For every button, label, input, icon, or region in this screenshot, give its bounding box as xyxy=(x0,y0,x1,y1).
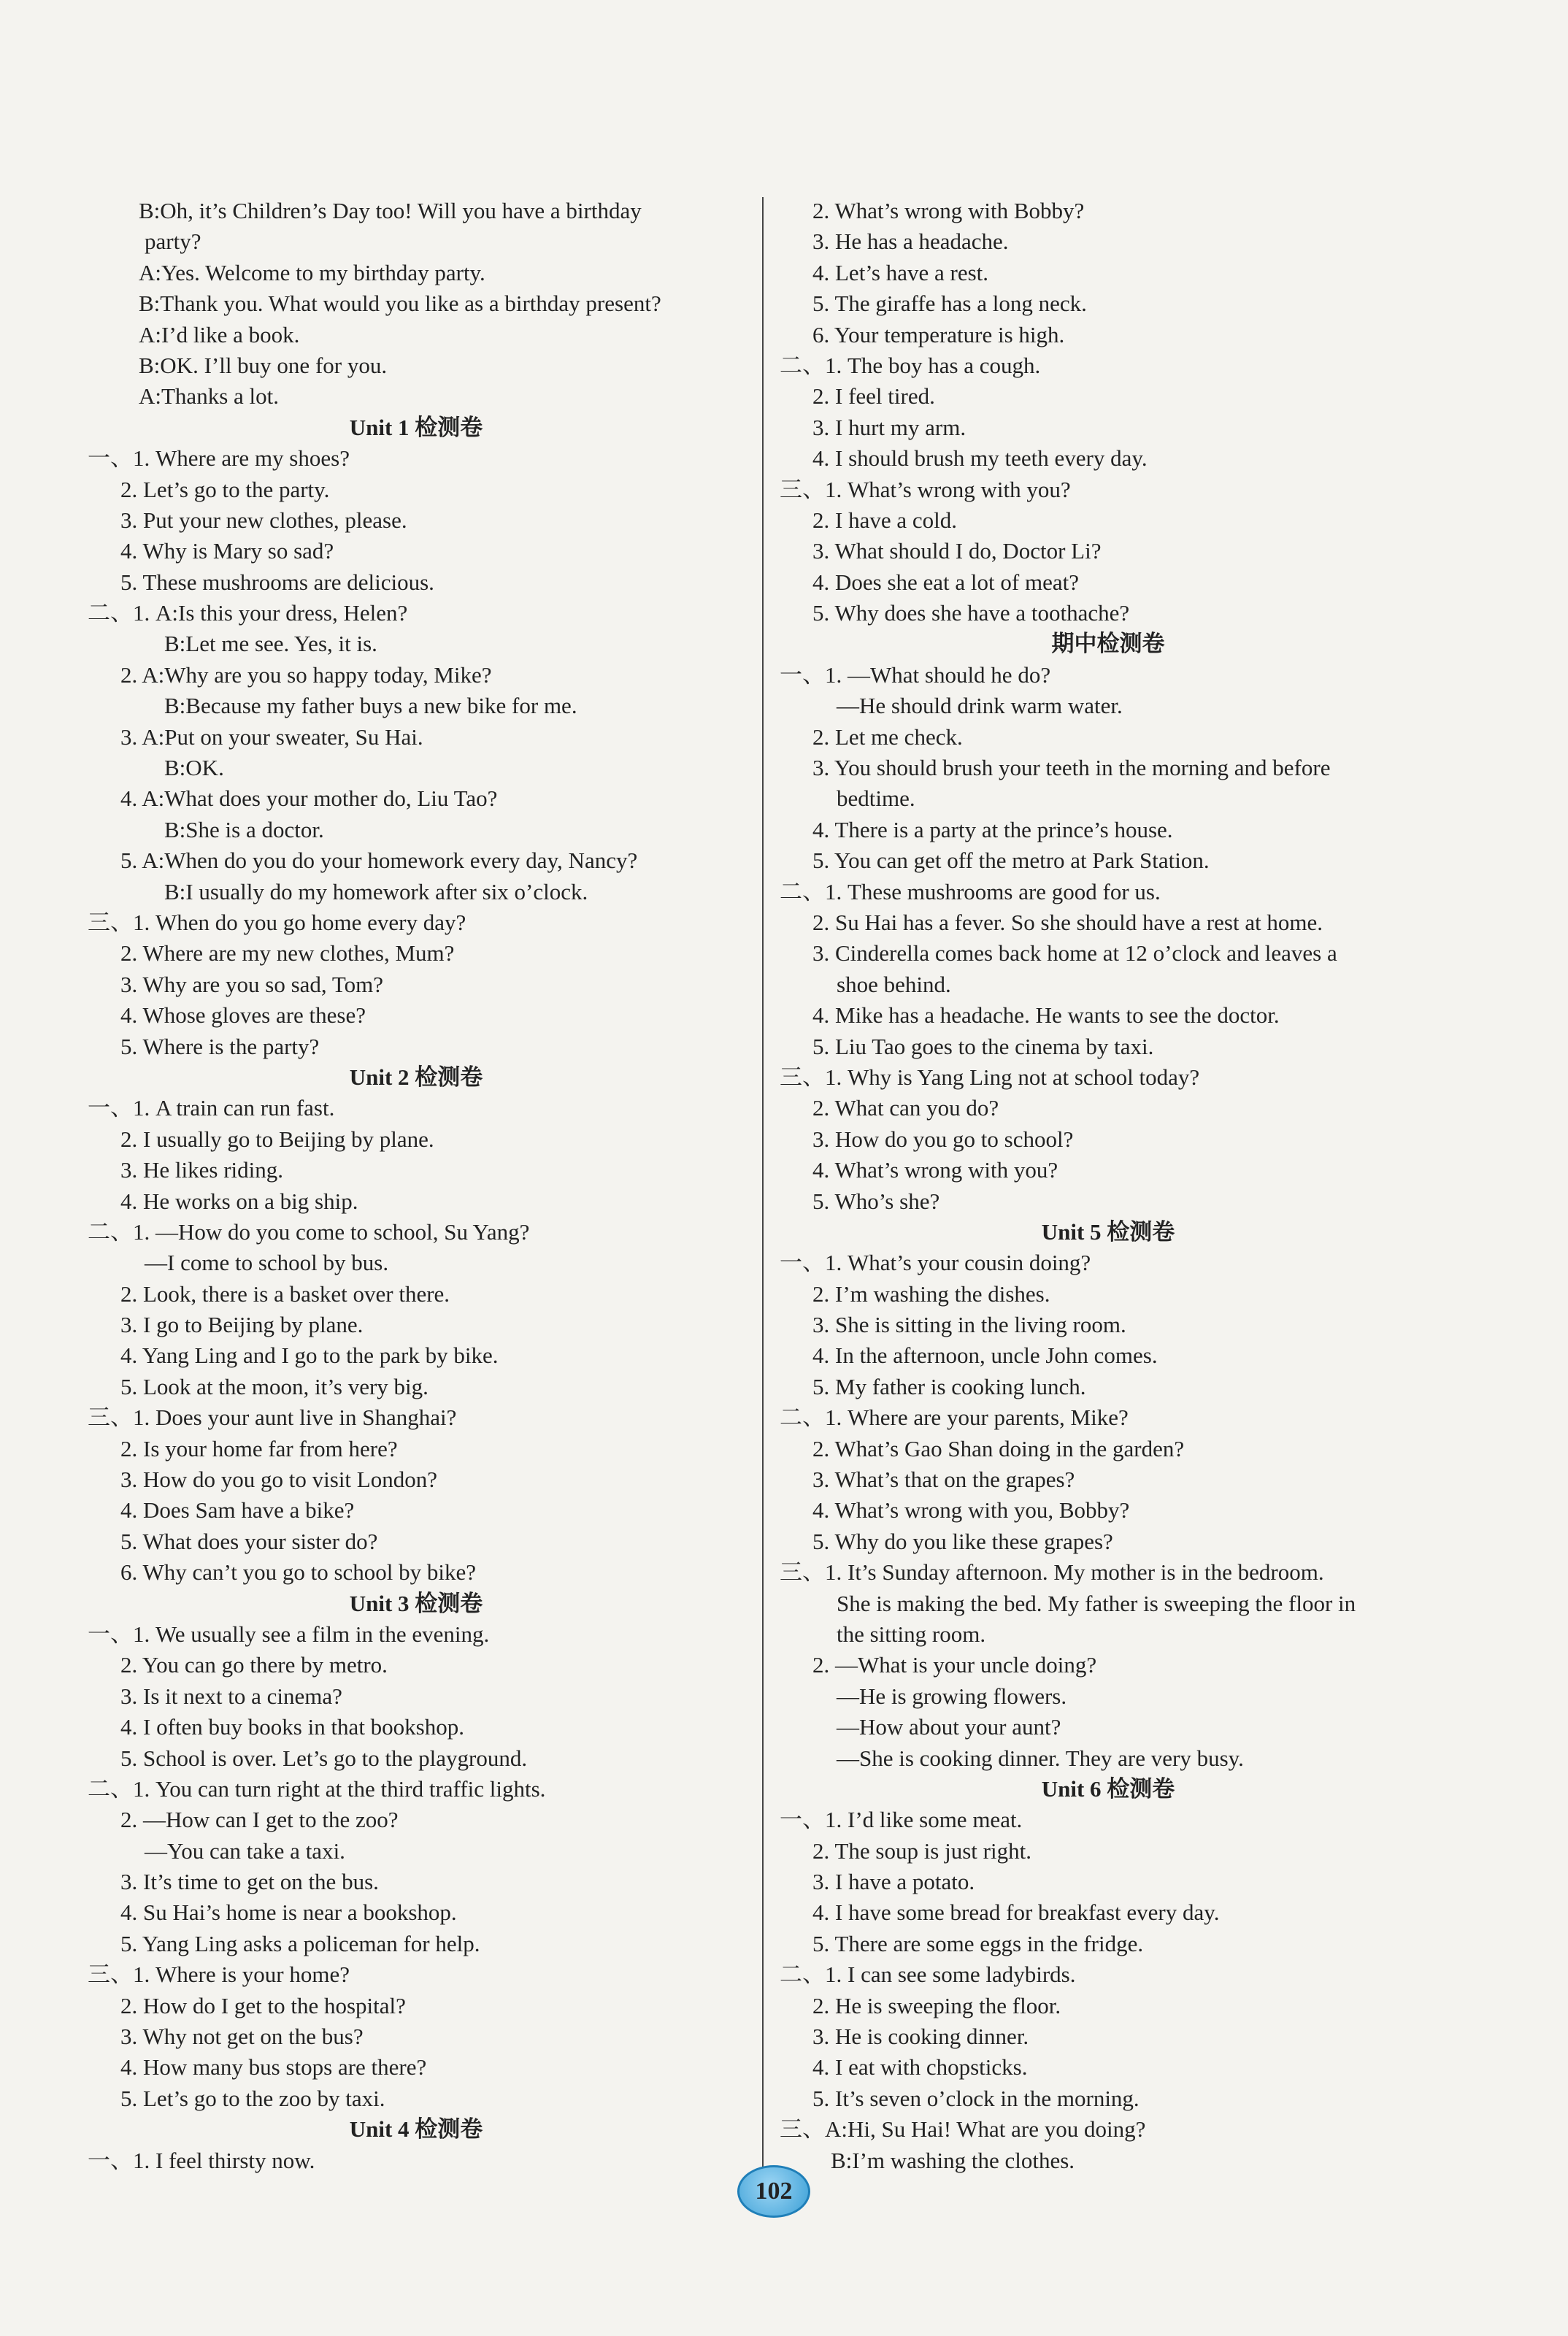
answer-line: 3. Why are you so sad, Tom? xyxy=(120,971,384,997)
answer-line: 5. Where is the party? xyxy=(120,1033,320,1059)
answer-line: 3. How do you go to school? xyxy=(812,1126,1074,1152)
answer-line: 4. He works on a big ship. xyxy=(120,1188,358,1214)
answer-line: 4. Does she eat a lot of meat? xyxy=(812,569,1079,595)
answer-line: 5. Yang Ling asks a policeman for help. xyxy=(120,1930,480,1956)
right-column xyxy=(780,196,1437,2176)
answer-line: 2. Let’s go to the party. xyxy=(120,476,330,502)
answer-line: 4. I often buy books in that bookshop. xyxy=(120,1714,464,1740)
answer-line: 一、1. I’d like some meat. xyxy=(780,1807,1023,1833)
answer-line: B:OK. xyxy=(164,755,224,781)
answer-line: 三、1. It’s Sunday afternoon. My mother is in the bedroom. xyxy=(780,1559,1324,1586)
section-heading: Unit 4 检测卷 xyxy=(349,2116,483,2143)
answer-line: —She is cooking dinner. They are very busy. xyxy=(837,1745,1244,1771)
answer-line: 5. Let’s go to the zoo by taxi. xyxy=(120,2085,385,2111)
answer-line: 4. How many bus stops are there? xyxy=(120,2054,427,2080)
answer-line: 6. Your temperature is high. xyxy=(812,321,1065,347)
answer-line: the sitting room. xyxy=(837,1621,986,1647)
answer-line: 3. How do you go to visit London? xyxy=(120,1467,437,1493)
section-heading: Unit 2 检测卷 xyxy=(349,1064,483,1090)
answer-line: 3. He is cooking dinner. xyxy=(812,2024,1029,2050)
answer-line: 4. What’s wrong with you? xyxy=(812,1157,1058,1183)
answer-line: —How about your aunt? xyxy=(837,1714,1061,1740)
answer-line: 3. He likes riding. xyxy=(120,1157,283,1183)
answer-line: 5. You can get off the metro at Park Station. xyxy=(812,848,1210,874)
answer-line: 5. The giraffe has a long neck. xyxy=(812,291,1087,317)
answer-line: 三、1. Where is your home? xyxy=(88,1962,350,1988)
answer-line: 3. He has a headache. xyxy=(812,228,1009,255)
answer-line: 三、1. Why is Yang Ling not at school today? xyxy=(780,1064,1200,1090)
section-heading: Unit 5 检测卷 xyxy=(1041,1218,1175,1245)
answer-line: party? xyxy=(145,228,201,255)
answer-line: 2. Let me check. xyxy=(812,723,963,750)
answer-line: 三、A:Hi, Su Hai! What are you doing? xyxy=(780,2116,1146,2143)
answer-line: 2. A:Why are you so happy today, Mike? xyxy=(120,661,492,688)
answer-line: 二、1. Where are your parents, Mike? xyxy=(780,1405,1129,1431)
answer-line: B:I’m washing the clothes. xyxy=(831,2147,1075,2173)
answer-line: 3. I hurt my arm. xyxy=(812,414,966,440)
answer-line: B:I usually do my homework after six o’clock. xyxy=(164,878,588,904)
answer-line: 2. Su Hai has a fever. So she should have a rest at home. xyxy=(812,909,1323,935)
answer-line: 2. How do I get to the hospital? xyxy=(120,1992,406,2018)
answer-line: 2. What can you do? xyxy=(812,1095,999,1121)
answer-line: B:OK. I’ll buy one for you. xyxy=(139,352,388,378)
answer-line: 2. —What is your uncle doing? xyxy=(812,1652,1097,1678)
answer-line: 2. I’m washing the dishes. xyxy=(812,1280,1050,1307)
answer-line: 3. Put your new clothes, please. xyxy=(120,507,407,533)
answer-line: 3. Is it next to a cinema? xyxy=(120,1683,342,1709)
answer-line: B:Let me see. Yes, it is. xyxy=(164,631,377,657)
answer-line: —You can take a taxi. xyxy=(145,1837,345,1864)
answer-line: 2. I feel tired. xyxy=(812,383,935,410)
answer-line: 2. Where are my new clothes, Mum? xyxy=(120,940,455,967)
answer-line: 3. I go to Beijing by plane. xyxy=(120,1312,364,1338)
answer-line: 2. I usually go to Beijing by plane. xyxy=(120,1126,434,1152)
column-divider xyxy=(762,197,764,2175)
answer-line: 二、1. I can see some ladybirds. xyxy=(780,1962,1076,1988)
answer-line: 一、1. Where are my shoes? xyxy=(88,445,350,472)
answer-line: 2. Is your home far from here? xyxy=(120,1435,398,1461)
left-column xyxy=(88,196,745,2176)
answer-line: 4. I eat with chopsticks. xyxy=(812,2054,1028,2080)
answer-line: 二、1. These mushrooms are good for us. xyxy=(780,878,1161,904)
answer-line: 4. Mike has a headache. He wants to see the doctor. xyxy=(812,1002,1280,1029)
answer-line: 2. I have a cold. xyxy=(812,507,957,533)
answer-line: A:I’d like a book. xyxy=(139,321,300,347)
answer-line: 2. Look, there is a basket over there. xyxy=(120,1280,450,1307)
section-heading: Unit 6 检测卷 xyxy=(1041,1775,1175,1802)
answer-line: 三、1. When do you go home every day? xyxy=(88,909,466,935)
answer-line: 3. It’s time to get on the bus. xyxy=(120,1869,379,1895)
answer-line: —He is growing flowers. xyxy=(837,1683,1067,1709)
answer-line: A:Yes. Welcome to my birthday party. xyxy=(139,259,485,285)
section-heading: Unit 3 检测卷 xyxy=(349,1590,483,1616)
page-number-badge: 102 xyxy=(737,2165,810,2218)
answer-line: B:Thank you. What would you like as a birthday present? xyxy=(139,291,661,317)
answer-line: 4. I have some bread for breakfast every day. xyxy=(812,1899,1220,1926)
answer-line: 3. A:Put on your sweater, Su Hai. xyxy=(120,723,423,750)
answer-line: 4. There is a party at the prince’s house. xyxy=(812,816,1173,842)
answer-line: 2. What’s Gao Shan doing in the garden? xyxy=(812,1435,1185,1461)
answer-line: 3. Cinderella comes back home at 12 o’clock and leaves a xyxy=(812,940,1337,967)
answer-line: 5. Look at the moon, it’s very big. xyxy=(120,1373,428,1399)
answer-line: 3. What should I do, Doctor Li? xyxy=(812,538,1102,564)
answer-line: 5. There are some eggs in the fridge. xyxy=(812,1930,1144,1956)
answer-line: 三、1. Does your aunt live in Shanghai? xyxy=(88,1405,457,1431)
answer-line: 二、1. The boy has a cough. xyxy=(780,352,1041,378)
answer-line: —He should drink warm water. xyxy=(837,693,1123,719)
answer-line: 2. He is sweeping the floor. xyxy=(812,1992,1061,2018)
answer-line: 4. What’s wrong with you, Bobby? xyxy=(812,1497,1130,1524)
answer-line: —I come to school by bus. xyxy=(145,1250,389,1276)
section-heading: 期中检测卷 xyxy=(1051,631,1165,657)
answer-line: 5. It’s seven o’clock in the morning. xyxy=(812,2085,1140,2111)
answer-line: 二、1. You can turn right at the third traffic lights. xyxy=(88,1775,546,1802)
answer-line: 4. Yang Ling and I go to the park by bike. xyxy=(120,1342,499,1369)
answer-line: B:She is a doctor. xyxy=(164,816,324,842)
answer-line: 2. —How can I get to the zoo? xyxy=(120,1807,399,1833)
section-heading: Unit 1 检测卷 xyxy=(349,414,483,440)
answer-line: 5. School is over. Let’s go to the playground. xyxy=(120,1745,528,1771)
answer-line: 5. Why does she have a toothache? xyxy=(812,600,1130,626)
answer-line: 5. A:When do you do your homework every day, Nancy? xyxy=(120,848,638,874)
answer-line: 一、1. —What should he do? xyxy=(780,661,1051,688)
answer-line: She is making the bed. My father is sweeping the floor in xyxy=(837,1590,1356,1616)
answer-line: 二、1. A:Is this your dress, Helen? xyxy=(88,600,408,626)
answer-line: 5. My father is cooking lunch. xyxy=(812,1373,1086,1399)
answer-line: 4. Does Sam have a bike? xyxy=(120,1497,355,1524)
answer-line: 5. Liu Tao goes to the cinema by taxi. xyxy=(812,1033,1154,1059)
answer-line: 一、1. A train can run fast. xyxy=(88,1095,335,1121)
answer-line: 4. Su Hai’s home is near a bookshop. xyxy=(120,1899,457,1926)
answer-line: 5. Why do you like these grapes? xyxy=(812,1528,1113,1554)
answer-line: A:Thanks a lot. xyxy=(139,383,279,410)
answer-line: 3. I have a potato. xyxy=(812,1869,975,1895)
answer-line: 4. Let’s have a rest. xyxy=(812,259,989,285)
answer-line: 5. Who’s she? xyxy=(812,1188,940,1214)
answer-line: 2. You can go there by metro. xyxy=(120,1652,388,1678)
answer-line: 一、1. What’s your cousin doing? xyxy=(780,1250,1091,1276)
answer-line: 3. She is sitting in the living room. xyxy=(812,1312,1126,1338)
answer-line: 4. Whose gloves are these? xyxy=(120,1002,366,1029)
answer-line: 2. The soup is just right. xyxy=(812,1837,1031,1864)
answer-line: 2. What’s wrong with Bobby? xyxy=(812,198,1085,223)
answer-line: B:Because my father buys a new bike for me. xyxy=(164,693,577,719)
answer-line: shoe behind. xyxy=(837,971,951,997)
answer-line: 4. I should brush my teeth every day. xyxy=(812,445,1148,472)
answer-line: 4. Why is Mary so sad? xyxy=(120,538,334,564)
answer-line: 3. Why not get on the bus? xyxy=(120,2024,364,2050)
answer-line: 5. These mushrooms are delicious. xyxy=(120,569,434,595)
answer-line: 三、1. What’s wrong with you? xyxy=(780,476,1071,502)
answer-line: 4. A:What does your mother do, Liu Tao? xyxy=(120,785,498,812)
answer-line: B:Oh, it’s Children’s Day too! Will you have a birthday xyxy=(139,198,642,223)
answer-line: 一、1. I feel thirsty now. xyxy=(88,2147,315,2173)
answer-line: 3. What’s that on the grapes? xyxy=(812,1467,1075,1493)
answer-line: 4. In the afternoon, uncle John comes. xyxy=(812,1342,1158,1369)
answer-line: 二、1. —How do you come to school, Su Yang? xyxy=(88,1218,530,1245)
answer-line: 5. What does your sister do? xyxy=(120,1528,378,1554)
answer-line: 一、1. We usually see a film in the evening. xyxy=(88,1621,490,1647)
answer-line: 6. Why can’t you go to school by bike? xyxy=(120,1559,477,1586)
answer-line: 3. You should brush your teeth in the morning and before xyxy=(812,755,1331,781)
answer-line: bedtime. xyxy=(837,785,915,812)
